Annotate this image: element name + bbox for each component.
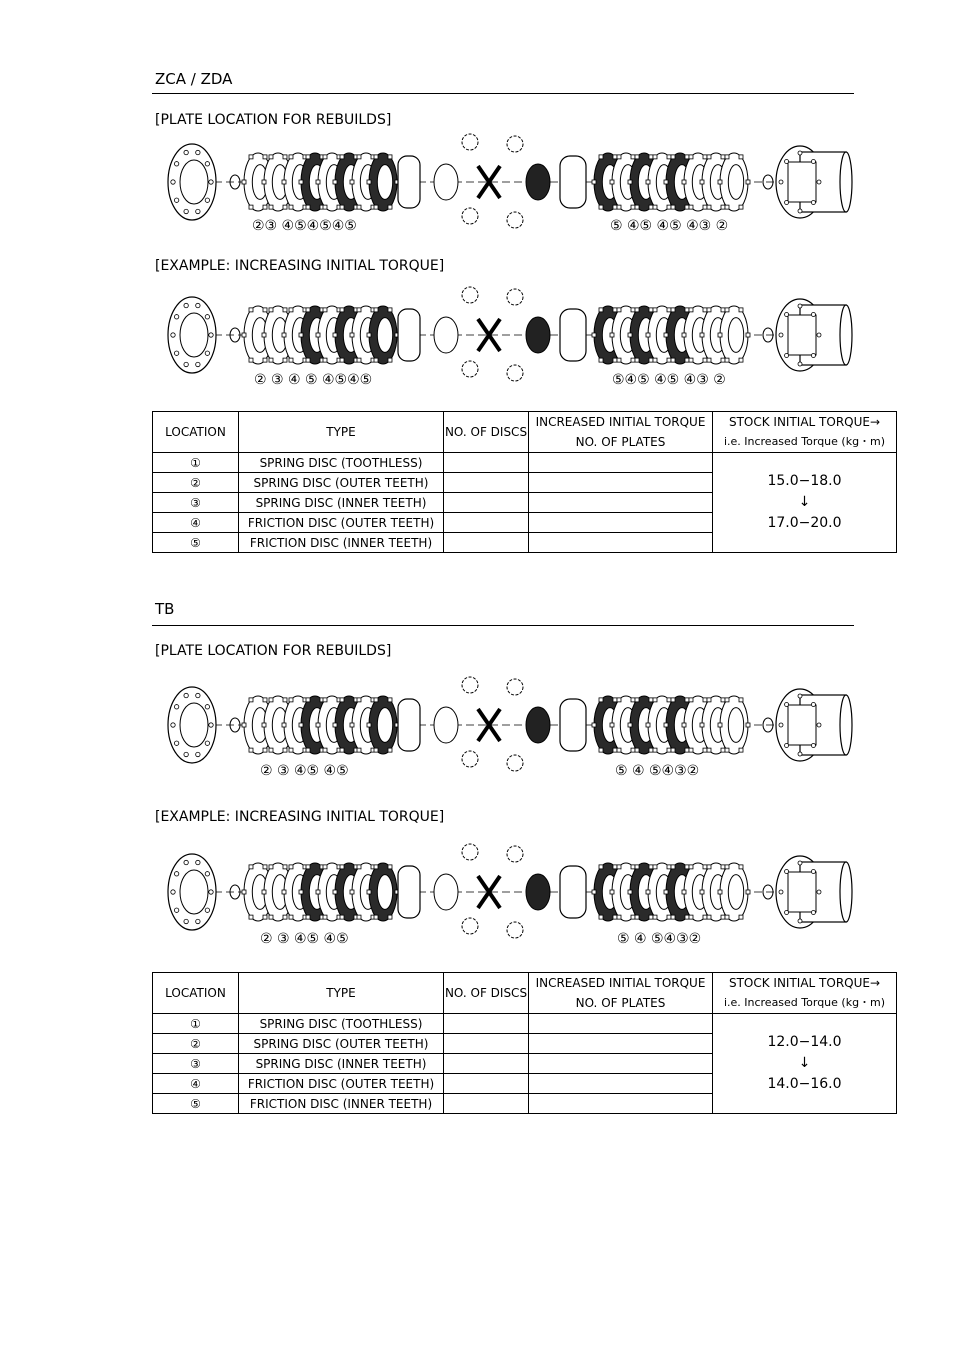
cell-no-plates — [529, 453, 713, 473]
cell-no-discs — [444, 493, 529, 513]
pressure-ring — [560, 309, 586, 361]
plate-numbers-left: ② ③ ④⑤ ④⑤ — [260, 931, 349, 945]
header-stock-line1: STOCK INITIAL TORQUE→ — [728, 976, 881, 990]
pressure-ring — [398, 866, 420, 918]
side-gear — [526, 317, 550, 353]
side-gear — [434, 707, 458, 743]
cell-no-plates — [529, 1034, 713, 1054]
pinion-gear — [507, 922, 523, 938]
cell-no-discs — [444, 533, 529, 553]
header-no-discs: NO. OF DISCS — [444, 412, 529, 453]
pinion-gear — [507, 679, 523, 695]
cell-location: ⑤ — [153, 533, 239, 553]
header-stock-torque — [713, 412, 897, 453]
header-increased-line2: NO. OF PLATES — [575, 996, 666, 1010]
header-stock-line2: i.e. Increased Torque (kg・m) — [723, 996, 886, 1009]
pinion-gear — [462, 208, 478, 224]
pinion-gear — [507, 136, 523, 152]
arrow-down-icon: ↓ — [798, 1055, 811, 1071]
side-gear — [526, 874, 550, 910]
plate-numbers-left: ② ③ ④ ⑤ ④⑤④⑤ — [254, 372, 373, 388]
side-gear — [526, 707, 550, 743]
plate-numbers-right: ⑤④⑤ ④⑤ ④③ ② — [612, 372, 726, 388]
cell-torque-range — [713, 453, 897, 553]
caption-plate-location: [PLATE LOCATION FOR REBUILDS] — [155, 643, 392, 659]
cell-type: SPRING DISC (INNER TEETH) — [239, 493, 444, 513]
cell-type: SPRING DISC (INNER TEETH) — [239, 1054, 444, 1074]
cell-no-plates — [529, 1014, 713, 1034]
diff-case — [776, 689, 852, 761]
left-cover — [168, 144, 216, 220]
cell-location: ④ — [153, 1074, 239, 1094]
cell-no-plates — [529, 513, 713, 533]
cell-no-plates — [529, 533, 713, 553]
cell-location: ② — [153, 1034, 239, 1054]
exploded-diagram-rebuild — [160, 130, 860, 235]
cell-location: ① — [153, 1014, 239, 1034]
cell-location: ③ — [153, 493, 239, 513]
pressure-ring — [398, 309, 420, 361]
header-stock-line2: i.e. Increased Torque (kg・m) — [723, 435, 886, 448]
increased-torque-value: 17.0−20.0 — [767, 515, 842, 531]
cell-no-plates — [529, 1074, 713, 1094]
pinion-gear — [462, 677, 478, 693]
cell-type: FRICTION DISC (OUTER TEETH) — [239, 1074, 444, 1094]
stock-torque-value: 12.0−14.0 — [767, 1034, 842, 1050]
diff-case — [776, 146, 852, 218]
pinion-gear — [462, 361, 478, 377]
section-title-zca-zda: ZCA / ZDA — [155, 70, 233, 88]
cell-type: SPRING DISC (OUTER TEETH) — [239, 1034, 444, 1054]
exploded-diagram-example — [160, 840, 860, 945]
cell-no-discs — [444, 1094, 529, 1114]
plate-numbers-left: ② ③ ④⑤ ④⑤ — [260, 763, 349, 778]
caption-example-torque: [EXAMPLE: INCREASING INITIAL TORQUE] — [155, 258, 445, 274]
pinion-gear — [462, 287, 478, 303]
cell-type: FRICTION DISC (INNER TEETH) — [239, 533, 444, 553]
cell-location: ③ — [153, 1054, 239, 1074]
cell-no-plates — [529, 1054, 713, 1074]
side-gear — [434, 317, 458, 353]
cell-no-discs — [444, 473, 529, 493]
diagram-parts — [168, 844, 852, 938]
cell-no-discs — [444, 513, 529, 533]
pinion-gear — [507, 289, 523, 305]
cell-no-discs — [444, 1014, 529, 1034]
diff-case — [776, 299, 852, 371]
section-rule — [152, 625, 854, 626]
header-increased-line1: INCREASED INITIAL TORQUE — [535, 415, 706, 429]
cell-location: ⑤ — [153, 1094, 239, 1114]
cell-type: SPRING DISC (TOOTHLESS) — [239, 453, 444, 473]
cell-no-discs — [444, 1054, 529, 1074]
diff-case — [776, 856, 852, 928]
disc-spec-table — [152, 972, 897, 1114]
pressure-ring — [398, 699, 420, 751]
cell-location: ① — [153, 453, 239, 473]
side-gear — [434, 164, 458, 200]
diagram-parts — [168, 134, 852, 228]
cell-no-discs — [444, 453, 529, 473]
cell-type: FRICTION DISC (OUTER TEETH) — [239, 513, 444, 533]
plate-numbers-right: ⑤ ④⑤ ④⑤ ④③ ② — [610, 218, 729, 234]
table-row — [153, 1014, 897, 1034]
cell-no-discs — [444, 1074, 529, 1094]
cell-no-plates — [529, 1094, 713, 1114]
pressure-ring — [560, 699, 586, 751]
pinion-gear — [507, 365, 523, 381]
pinion-gear — [507, 212, 523, 228]
pinion-gear — [462, 134, 478, 150]
pinion-gear — [462, 751, 478, 767]
table-row — [153, 453, 897, 473]
cell-type: FRICTION DISC (INNER TEETH) — [239, 1094, 444, 1114]
section-title-tb: TB — [155, 600, 175, 618]
section-rule — [152, 93, 854, 94]
exploded-diagram-rebuild — [160, 673, 860, 778]
left-cover — [168, 854, 216, 930]
exploded-diagram-example — [160, 283, 860, 388]
header-location: LOCATION — [153, 412, 239, 453]
left-cover — [168, 687, 216, 763]
left-cover — [168, 297, 216, 373]
disc-spec-table — [152, 411, 897, 553]
header-type: TYPE — [239, 973, 444, 1014]
plate-numbers-left: ②③ ④⑤④⑤④⑤ — [252, 218, 357, 234]
caption-example-torque: [EXAMPLE: INCREASING INITIAL TORQUE] — [155, 809, 445, 825]
cell-no-plates — [529, 473, 713, 493]
pressure-ring — [560, 866, 586, 918]
cell-type: SPRING DISC (OUTER TEETH) — [239, 473, 444, 493]
header-location: LOCATION — [153, 973, 239, 1014]
header-increased-line1: INCREASED INITIAL TORQUE — [535, 976, 706, 990]
header-type: TYPE — [239, 412, 444, 453]
side-gear — [526, 164, 550, 200]
pinion-gear — [462, 918, 478, 934]
header-increased-line2: NO. OF PLATES — [575, 435, 666, 449]
header-increased-torque — [529, 973, 713, 1014]
pressure-ring — [560, 156, 586, 208]
header-stock-line1: STOCK INITIAL TORQUE→ — [728, 415, 881, 429]
plate-numbers-right: ⑤ ④ ⑤④③② — [617, 931, 702, 945]
cell-type: SPRING DISC (TOOTHLESS) — [239, 1014, 444, 1034]
cell-location: ④ — [153, 513, 239, 533]
header-no-discs: NO. OF DISCS — [444, 973, 529, 1014]
plate-numbers-right: ⑤ ④ ⑤④③② — [615, 763, 700, 778]
stock-torque-value: 15.0−18.0 — [767, 473, 842, 489]
pinion-gear — [462, 844, 478, 860]
side-gear — [434, 874, 458, 910]
cell-location: ② — [153, 473, 239, 493]
header-stock-torque — [713, 973, 897, 1014]
cell-torque-range — [713, 1014, 897, 1114]
diagram-parts — [168, 677, 852, 771]
pressure-ring — [398, 156, 420, 208]
header-increased-torque — [529, 412, 713, 453]
pinion-gear — [507, 755, 523, 771]
increased-torque-value: 14.0−16.0 — [767, 1076, 842, 1092]
cell-no-discs — [444, 1034, 529, 1054]
diagram-parts — [168, 287, 852, 381]
cell-no-plates — [529, 493, 713, 513]
caption-plate-location: [PLATE LOCATION FOR REBUILDS] — [155, 112, 392, 128]
arrow-down-icon: ↓ — [798, 494, 811, 510]
pinion-gear — [507, 846, 523, 862]
